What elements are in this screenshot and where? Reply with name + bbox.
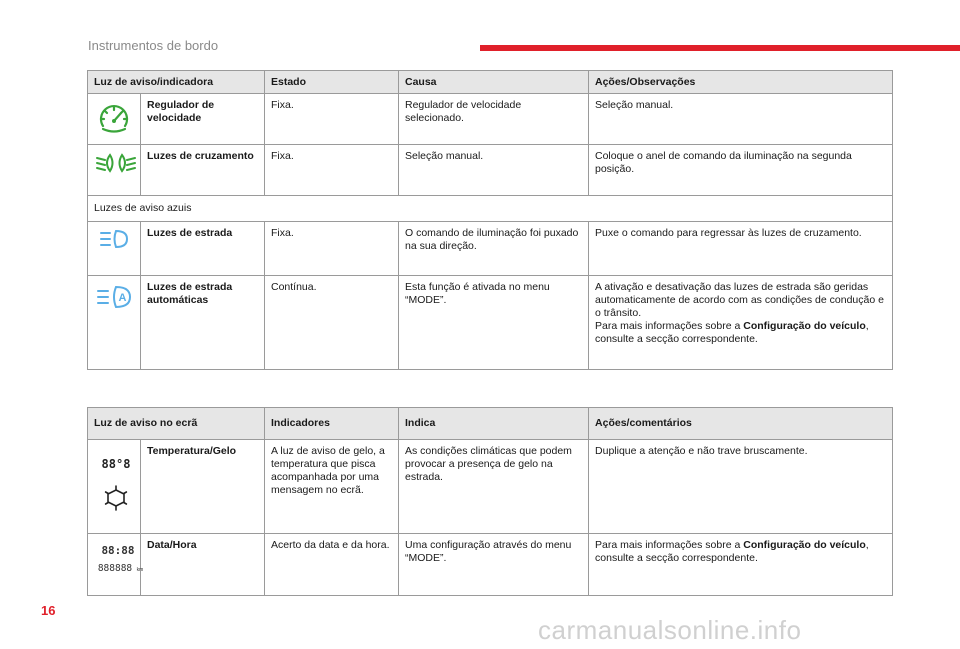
temperature-display-icon <box>102 457 131 471</box>
display-warnings-table <box>87 407 893 596</box>
odometer-display-icon <box>98 563 144 574</box>
display-indicators: Acerto da data e da hora. <box>265 534 399 596</box>
col-header-actions: Ações/Observações <box>589 71 893 94</box>
light-cause: O comando de iluminação foi puxado na sua direção. <box>399 222 589 276</box>
light-state: Fixa. <box>265 94 399 145</box>
table-row <box>88 94 893 145</box>
page-number: 16 <box>41 603 56 618</box>
clock-display-icon <box>101 544 134 557</box>
light-action: Coloque o anel de comando da iluminação na segunda posição. <box>589 145 893 196</box>
light-name: Luzes de estrada automáticas <box>141 276 265 370</box>
display-warning-name: Temperatura/Gelo <box>141 440 265 534</box>
table-header-row <box>88 71 893 94</box>
light-state: Fixa. <box>265 222 399 276</box>
svg-text:A: A <box>118 292 127 304</box>
display-action: Duplique a atenção e não trave bruscamente. <box>589 440 893 534</box>
display-action <box>589 534 893 596</box>
table-row <box>88 534 893 596</box>
action-text: Para mais informações sobre a <box>595 539 744 551</box>
table-header-row <box>88 408 893 440</box>
action-text: Para mais informações sobre a <box>595 320 744 332</box>
section-row <box>88 196 893 222</box>
display-warning-name: Data/Hora <box>141 534 265 596</box>
svg-text:88°8: 88°8 <box>101 457 131 471</box>
light-action: Seleção manual. <box>589 94 893 145</box>
col-header-cause: Causa <box>399 71 589 94</box>
main-beam-icon <box>88 222 141 276</box>
table-row <box>88 222 893 276</box>
svg-text:88:88: 88:88 <box>101 544 135 557</box>
light-cause: Seleção manual. <box>399 145 589 196</box>
action-text: , consulte a secção correspondente. <box>595 320 869 345</box>
display-indicators: A luz de aviso de gelo, a temperatura que pisca acompanhada por uma mensagem no ecrã. <box>265 440 399 534</box>
svg-text:888888: 888888 <box>97 563 133 574</box>
light-state: Contínua. <box>265 276 399 370</box>
light-action <box>589 276 893 370</box>
col-header-display-light: Luz de aviso no ecrã <box>88 408 265 440</box>
section-label-blue-lights: Luzes de aviso azuis <box>88 196 893 222</box>
frost-icon <box>106 486 127 510</box>
watermark-text: carmanualsonline.info <box>538 615 802 645</box>
speed-limiter-icon <box>88 94 141 145</box>
light-name: Luzes de estrada <box>141 222 265 276</box>
light-cause: Regulador de velocidade selecionado. <box>399 94 589 145</box>
date-time-icons <box>88 534 144 596</box>
svg-text:km: km <box>136 567 144 573</box>
auto-main-beam-icon <box>88 276 141 370</box>
col-header-light: Luz de aviso/indicadora <box>88 71 265 94</box>
col-header-indicators: Indicadores <box>265 408 399 440</box>
header-accent-bar <box>480 45 960 51</box>
temperature-frost-icons <box>88 440 141 534</box>
warning-lights-table <box>87 70 893 370</box>
display-indicates: As condições climáticas que podem provocar a presença de gelo na estrada. <box>399 440 589 534</box>
action-text: , consulte a secção correspondente. <box>595 539 869 564</box>
light-cause: Esta função é ativada no menu “MODE”. <box>399 276 589 370</box>
reference-link-text: Configuração do veículo <box>743 320 866 332</box>
col-header-indicates: Indica <box>399 408 589 440</box>
display-indicates: Uma configuração através do menu “MODE”. <box>399 534 589 596</box>
light-state: Fixa. <box>265 145 399 196</box>
table-row <box>88 440 893 534</box>
action-text: A ativação e desativação das luzes de estrada são geridas automaticamente de acordo com as condições de condução e o trânsito. <box>595 281 884 319</box>
light-name: Regulador de velocidade <box>141 94 265 145</box>
reference-link-text: Configuração do veículo <box>743 539 866 551</box>
light-action: Puxe o comando para regressar às luzes de cruzamento. <box>589 222 893 276</box>
light-name: Luzes de cruzamento <box>141 145 265 196</box>
col-header-comments: Ações/comentários <box>589 408 893 440</box>
page-header-title: Instrumentos de bordo <box>88 38 219 53</box>
col-header-state: Estado <box>265 71 399 94</box>
dipped-beam-icon <box>88 145 141 196</box>
table-row <box>88 276 893 370</box>
table-row <box>88 145 893 196</box>
